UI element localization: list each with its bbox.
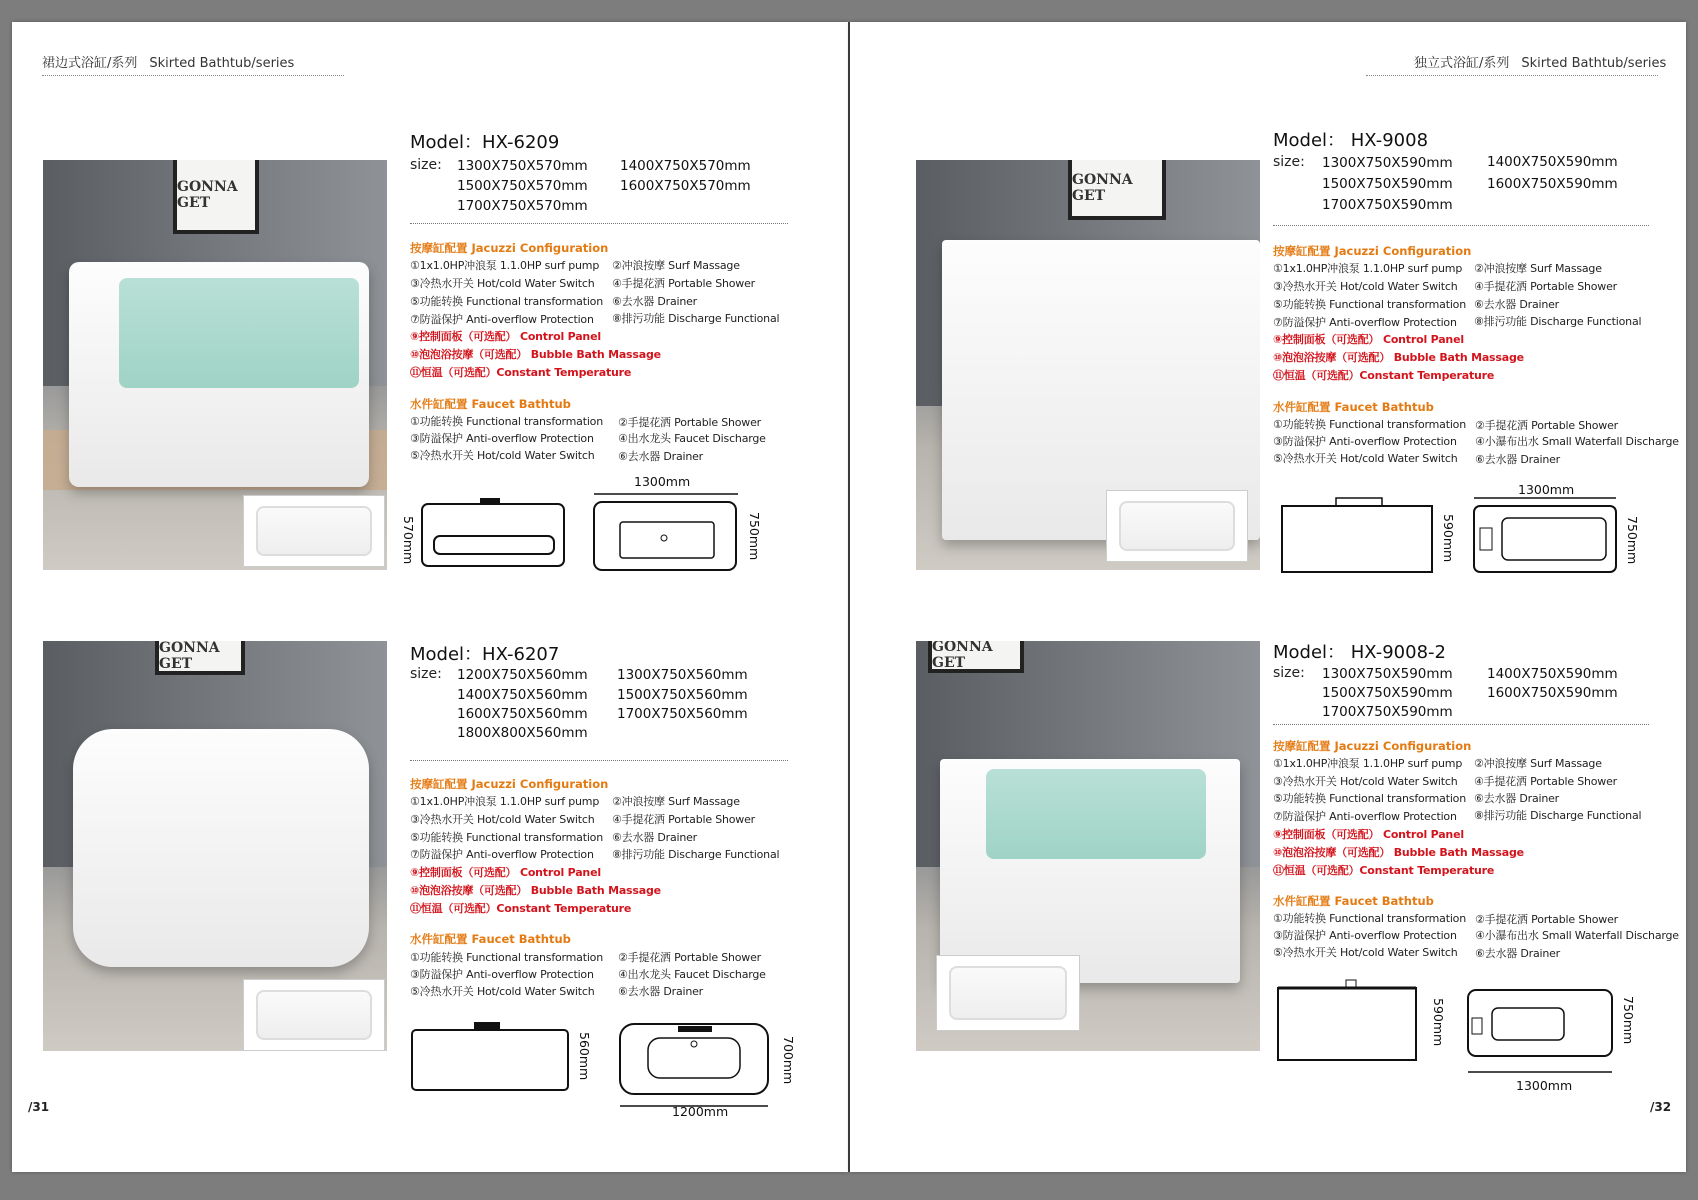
size-value: 1400X750X570mm — [620, 158, 751, 174]
size-label: size: — [1273, 154, 1305, 170]
feature-item-optional: ⑨控制面板（可选配） Control Panel — [410, 866, 601, 879]
section-rule — [410, 760, 788, 761]
feature-item: ⑦防溢保护 Anti-overflow Protection — [1273, 316, 1457, 329]
faucet-item: ①功能转换 Functional transformation — [410, 415, 603, 428]
size-value: 1500X750X560mm — [617, 687, 748, 703]
faucet-item: ②手提花洒 Portable Shower — [618, 416, 761, 429]
feature-item: ⑦防溢保护 Anti-overflow Protection — [410, 848, 594, 861]
feature-item-optional: ⑩泡泡浴按摩（可选配） Bubble Bath Massage — [1273, 846, 1524, 859]
feature-item: ③冷热水开关 Hot/cold Water Switch — [410, 277, 595, 290]
faucet-item: ③防溢保护 Anti-overflow Protection — [410, 968, 594, 981]
size-value: 1300X750X590mm — [1322, 155, 1453, 171]
dim-height: 560mm — [577, 1032, 592, 1081]
side-view-drawing — [1276, 978, 1420, 1062]
top-view-drawing — [1472, 494, 1620, 574]
size-label: size: — [410, 157, 442, 173]
feature-item: ⑧排污功能 Discharge Functional — [1474, 809, 1642, 822]
feature-item-optional: ⑪恒温（可选配）Constant Temperature — [1273, 369, 1495, 382]
feature-item: ⑤功能转换 Functional transformation — [1273, 298, 1466, 311]
faucet-item: ③防溢保护 Anti-overflow Protection — [1273, 929, 1457, 942]
faucet-item: ⑥去水器 Drainer — [1475, 453, 1561, 466]
size-value: 1700X750X570mm — [457, 198, 588, 214]
faucet-item: ②手提花洒 Portable Shower — [1475, 419, 1618, 432]
side-view-drawing — [410, 1018, 572, 1092]
feature-item: ①1x1.0HP冲浪泵 1.1.0HP surf pump — [1273, 262, 1463, 275]
size-label: size: — [1273, 665, 1305, 681]
page-number: /32 — [1650, 1100, 1672, 1114]
feature-item: ③冷热水开关 Hot/cold Water Switch — [1273, 775, 1458, 788]
side-view-drawing — [1280, 494, 1436, 574]
size-value: 1300X750X590mm — [1322, 666, 1453, 682]
section-rule — [1273, 724, 1649, 725]
faucet-title: 水件缸配置 Faucet Bathtub — [1273, 894, 1434, 908]
dim-width: 750mm — [747, 512, 762, 561]
header-en: Skirted Bathtub/series — [1521, 56, 1667, 71]
feature-item-optional: ⑨控制面板（可选配） Control Panel — [1273, 333, 1464, 346]
feature-item-optional: ⑩泡泡浴按摩（可选配） Bubble Bath Massage — [410, 884, 661, 897]
size-value: 1600X750X590mm — [1487, 685, 1618, 701]
model-title: Model： HX-9008 — [1273, 130, 1429, 151]
dim-height: 590mm — [1441, 514, 1456, 563]
header-cn: 独立式浴缸/系列 — [1414, 56, 1510, 71]
book-spine — [848, 22, 850, 1172]
feature-item: ②冲浪按摩 Surf Massage — [612, 259, 740, 272]
dim-width: 750mm — [1621, 996, 1636, 1045]
size-value: 1500X750X590mm — [1322, 176, 1453, 192]
left-page-header — [42, 52, 294, 71]
wall-poster: GONNA GET — [173, 160, 259, 234]
size-value: 1600X750X570mm — [620, 178, 751, 194]
feature-item-optional: ⑪恒温（可选配）Constant Temperature — [410, 902, 632, 915]
dim-length: 1300mm — [634, 474, 691, 489]
size-value: 1600X750X590mm — [1487, 176, 1618, 192]
size-value: 1200X750X560mm — [457, 667, 588, 683]
model-title: Model：HX-6207 — [410, 644, 560, 665]
dim-length: 1200mm — [672, 1104, 729, 1119]
faucet-item: ④小瀑布出水 Small Waterfall Discharge — [1475, 435, 1679, 448]
tub-water — [986, 769, 1206, 859]
jacuzzi-title: 按摩缸配置 Jacuzzi Configuration — [1273, 739, 1472, 753]
feature-item: ①1x1.0HP冲浪泵 1.1.0HP surf pump — [410, 259, 600, 272]
wall-poster: GONNA GET — [928, 641, 1024, 673]
wall-poster: GONNA GET — [1068, 160, 1166, 220]
feature-item: ②冲浪按摩 Surf Massage — [612, 795, 740, 808]
model-title: Model： HX-9008-2 — [1273, 642, 1446, 663]
faucet-item: ②手提花洒 Portable Shower — [618, 951, 761, 964]
size-value: 1700X750X560mm — [617, 706, 748, 722]
size-value: 1500X750X590mm — [1322, 685, 1453, 701]
feature-item: ⑤功能转换 Functional transformation — [410, 295, 603, 308]
feature-item: ⑤功能转换 Functional transformation — [410, 831, 603, 844]
jacuzzi-title: 按摩缸配置 Jacuzzi Configuration — [410, 241, 609, 255]
faucet-item: ①功能转换 Functional transformation — [1273, 912, 1466, 925]
feature-item: ⑥去水器 Drainer — [1474, 298, 1560, 311]
feature-item: ④手提花洒 Portable Shower — [612, 813, 755, 826]
feature-item: ⑧排污功能 Discharge Functional — [1474, 315, 1642, 328]
top-view-drawing — [592, 490, 740, 572]
size-value: 1400X750X560mm — [457, 687, 588, 703]
faucet-item: ⑤冷热水开关 Hot/cold Water Switch — [410, 985, 595, 998]
feature-item: ⑤功能转换 Functional transformation — [1273, 792, 1466, 805]
size-value: 1300X750X560mm — [617, 667, 748, 683]
feature-item-optional: ⑪恒温（可选配）Constant Temperature — [410, 366, 632, 379]
faucet-item: ③防溢保护 Anti-overflow Protection — [1273, 435, 1457, 448]
faucet-title: 水件缸配置 Faucet Bathtub — [410, 932, 571, 946]
side-view-drawing — [420, 496, 568, 570]
tub-top-view-inset — [1106, 490, 1248, 562]
feature-item: ⑥去水器 Drainer — [612, 295, 698, 308]
header-en: Skirted Bathtub/series — [149, 56, 295, 71]
tub-top-view-inset — [936, 955, 1080, 1031]
faucet-item: ④小瀑布出水 Small Waterfall Discharge — [1475, 929, 1679, 942]
feature-item: ⑥去水器 Drainer — [1474, 792, 1560, 805]
model-title: Model：HX-6209 — [410, 132, 560, 153]
dim-width: 750mm — [1625, 516, 1640, 565]
bathtub — [73, 729, 369, 967]
product-photo-hx-6207 — [43, 641, 387, 1051]
feature-item: ①1x1.0HP冲浪泵 1.1.0HP surf pump — [410, 795, 600, 808]
faucet-item: ⑥去水器 Drainer — [1475, 947, 1561, 960]
tub-top-view-inset — [243, 495, 385, 567]
faucet-item: ④出水龙头 Faucet Discharge — [618, 432, 766, 445]
feature-item: ③冷热水开关 Hot/cold Water Switch — [1273, 280, 1458, 293]
feature-item: ③冷热水开关 Hot/cold Water Switch — [410, 813, 595, 826]
size-value: 1400X750X590mm — [1487, 154, 1618, 170]
page-number: /31 — [28, 1100, 50, 1114]
feature-item-optional: ⑪恒温（可选配）Constant Temperature — [1273, 864, 1495, 877]
top-view-drawing — [1466, 986, 1616, 1078]
size-value: 1400X750X590mm — [1487, 666, 1618, 682]
feature-item: ①1x1.0HP冲浪泵 1.1.0HP surf pump — [1273, 757, 1463, 770]
section-rule — [1273, 225, 1649, 226]
size-value: 1800X800X560mm — [457, 725, 588, 741]
product-photo-hx-9008-2 — [916, 641, 1260, 1051]
wall-poster: GONNA GET — [155, 641, 245, 675]
feature-item: ⑦防溢保护 Anti-overflow Protection — [1273, 810, 1457, 823]
faucet-item: ③防溢保护 Anti-overflow Protection — [410, 432, 594, 445]
size-label: size: — [410, 666, 442, 682]
tub-top-view-inset — [243, 979, 385, 1051]
faucet-title: 水件缸配置 Faucet Bathtub — [410, 397, 571, 411]
size-value: 1500X750X570mm — [457, 178, 588, 194]
faucet-item: ④出水龙头 Faucet Discharge — [618, 968, 766, 981]
feature-item: ②冲浪按摩 Surf Massage — [1474, 262, 1602, 275]
faucet-item: ②手提花洒 Portable Shower — [1475, 913, 1618, 926]
feature-item: ④手提花洒 Portable Shower — [1474, 280, 1617, 293]
dim-length: 1300mm — [1516, 1078, 1573, 1093]
faucet-item: ⑤冷热水开关 Hot/cold Water Switch — [410, 449, 595, 462]
size-value: 1700X750X590mm — [1322, 704, 1453, 720]
feature-item: ④手提花洒 Portable Shower — [612, 277, 755, 290]
product-photo-hx-6209 — [43, 160, 387, 570]
feature-item-optional: ⑩泡泡浴按摩（可选配） Bubble Bath Massage — [410, 348, 661, 361]
dim-length: 1300mm — [1518, 482, 1575, 497]
size-value: 1700X750X590mm — [1322, 197, 1453, 213]
faucet-item: ①功能转换 Functional transformation — [1273, 418, 1466, 431]
dim-height: 570mm — [401, 516, 416, 565]
faucet-item: ⑤冷热水开关 Hot/cold Water Switch — [1273, 452, 1458, 465]
dim-height: 590mm — [1431, 998, 1446, 1047]
feature-item: ②冲浪按摩 Surf Massage — [1474, 757, 1602, 770]
faucet-item: ⑥去水器 Drainer — [618, 450, 704, 463]
jacuzzi-title: 按摩缸配置 Jacuzzi Configuration — [1273, 244, 1472, 258]
dim-width: 700mm — [781, 1036, 796, 1085]
feature-item-optional: ⑨控制面板（可选配） Control Panel — [1273, 828, 1464, 841]
faucet-item: ⑤冷热水开关 Hot/cold Water Switch — [1273, 946, 1458, 959]
top-view-drawing — [618, 1018, 774, 1110]
feature-item: ⑥去水器 Drainer — [612, 831, 698, 844]
right-page-header — [1414, 52, 1666, 71]
faucet-title: 水件缸配置 Faucet Bathtub — [1273, 400, 1434, 414]
feature-item: ⑦防溢保护 Anti-overflow Protection — [410, 313, 594, 326]
jacuzzi-title: 按摩缸配置 Jacuzzi Configuration — [410, 777, 609, 791]
feature-item-optional: ⑨控制面板（可选配） Control Panel — [410, 330, 601, 343]
feature-item: ⑧排污功能 Discharge Functional — [612, 848, 780, 861]
tub-water — [119, 278, 359, 388]
faucet-item: ①功能转换 Functional transformation — [410, 951, 603, 964]
size-value: 1600X750X560mm — [457, 706, 588, 722]
product-photo-hx-9008 — [916, 160, 1260, 570]
size-value: 1300X750X570mm — [457, 158, 588, 174]
header-cn: 裙边式浴缸/系列 — [42, 56, 138, 71]
feature-item: ④手提花洒 Portable Shower — [1474, 775, 1617, 788]
header-rule — [42, 75, 344, 76]
section-rule — [410, 223, 788, 224]
faucet-item: ⑥去水器 Drainer — [618, 985, 704, 998]
feature-item-optional: ⑩泡泡浴按摩（可选配） Bubble Bath Massage — [1273, 351, 1524, 364]
feature-item: ⑧排污功能 Discharge Functional — [612, 312, 780, 325]
header-rule — [1366, 75, 1658, 76]
